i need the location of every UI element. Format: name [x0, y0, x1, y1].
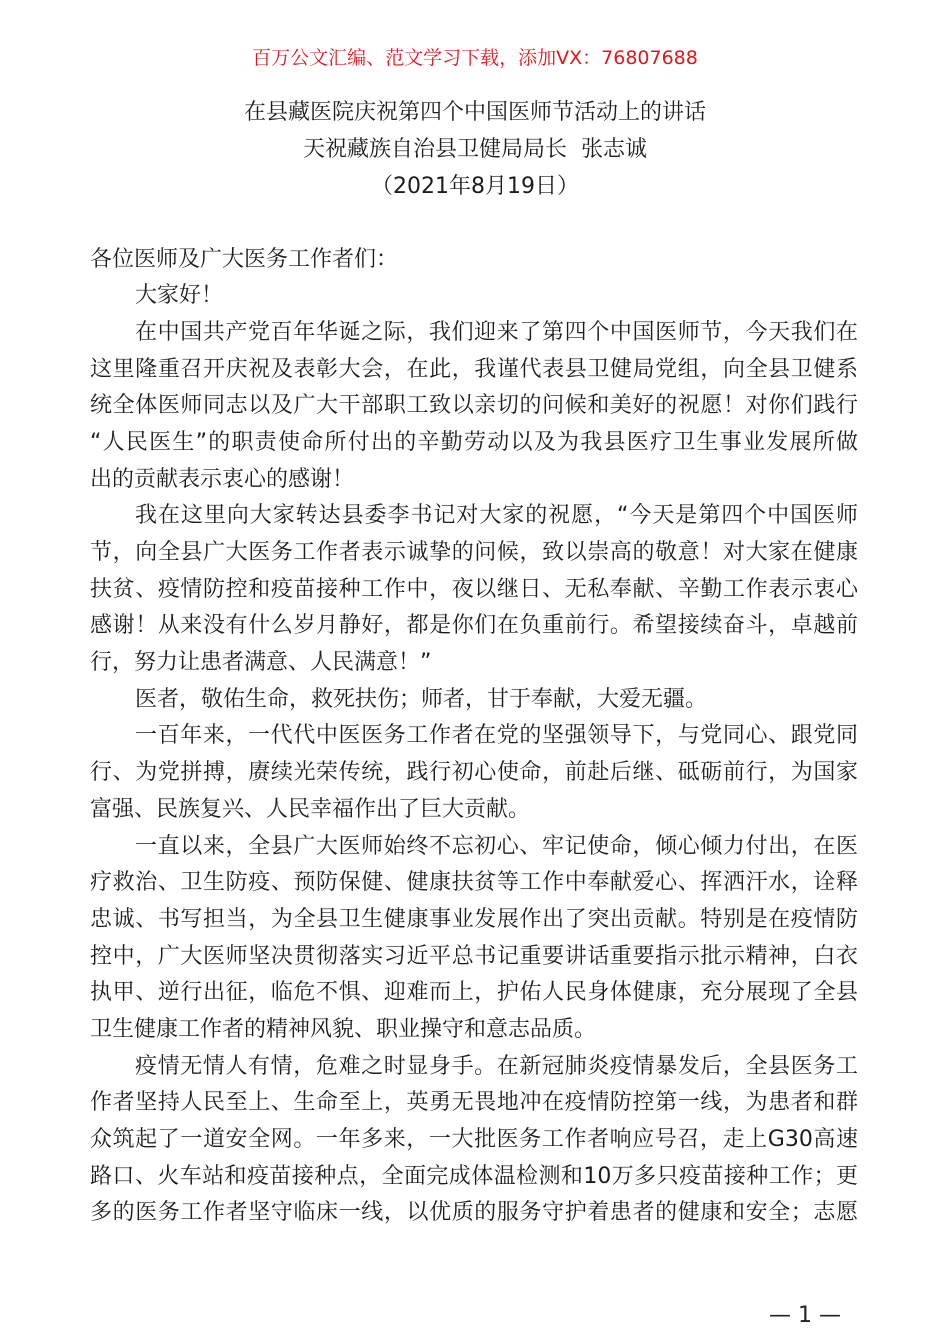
paragraph-line: 医者，敬佑生命，救死扶伤；师者，甘于奉献，大爱无疆。 — [135, 686, 708, 712]
paragraph-2 — [90, 498, 858, 681]
speech-date: （2021年8月19日） — [371, 174, 579, 199]
paragraph-line: 多的医务工作者坚守临床一线，以优质的服务守护着患者的健康和安全；志愿 — [90, 1200, 858, 1226]
paragraph-line: 一百年来，一代代中医医务工作者在党的坚强领导下，与党同心、跟党同 — [135, 723, 858, 749]
paragraph-line: 行，努力让患者满意、人民满意！” — [90, 650, 432, 676]
paragraph-line: 行、为党拼搏，赓续光荣传统，践行初心使命，前赴后继、砥砺前行，为国家 — [90, 760, 858, 786]
paragraph-3 — [90, 682, 858, 719]
salutation: 各位医师及广大医务工作者们： — [90, 246, 399, 272]
paragraph-6 — [90, 1049, 858, 1232]
paragraph-line: 执甲、逆行出征，临危不惧、迎难而上，护佑人民身体健康，充分展现了全县 — [90, 980, 858, 1006]
page-number: — 1 — — [769, 1303, 841, 1328]
paragraph-5 — [90, 829, 858, 1049]
paragraph-line: “人民医生”的职责使命所付出的辛勤劳动以及为我县医疗卫生事业发展所做 — [90, 429, 858, 455]
paragraph-line: 出的贡献表示衷心的感谢！ — [90, 466, 355, 492]
paragraph-line: 一直以来，全县广大医师始终不忘初心、牢记使命，倾心倾力付出，在医 — [135, 833, 858, 859]
paragraph-line: 疫情无情人有情，危难之时显身手。在新冠肺炎疫情暴发后，全县医务工 — [135, 1053, 858, 1079]
speech-title: 在县藏医院庆祝第四个中国医师节活动上的讲话 — [243, 100, 706, 125]
paragraph-1 — [90, 315, 858, 498]
paragraph-line: 忠诚、书写担当，为全县卫生健康事业发展作出了突出贡献。特别是在疫情防 — [90, 906, 858, 932]
speech-body — [90, 242, 858, 1233]
speech-title-block — [0, 94, 950, 205]
download-notice: 百万公文汇编、范文学习下载，添加VX：76807688 — [252, 47, 698, 69]
paragraph-line: 扶贫、疫情防控和疫苗接种工作中，夜以继日、无私奉献、辛勤工作表示衷心 — [90, 576, 858, 602]
paragraph-line: 统全体医师同志以及广大干部职工致以亲切的问候和美好的祝愿！对你们践行 — [90, 393, 858, 419]
paragraph-line: 富强、民族复兴、人民幸福作出了巨大贡献。 — [90, 796, 531, 822]
paragraph-line: 控中，广大医师坚决贯彻落实习近平总书记重要讲话重要指示批示精神，白衣 — [90, 943, 858, 969]
paragraph-line: 作者坚持人民至上、生命至上，英勇无畏地冲在疫情防控第一线，为患者和群 — [90, 1090, 858, 1116]
paragraph-line: 路口、火车站和疫苗接种点，全面完成体温检测和10万多只疫苗接种工作；更 — [90, 1163, 858, 1189]
paragraph-line: 在中国共产党百年华诞之际，我们迎来了第四个中国医师节，今天我们在 — [135, 319, 858, 345]
paragraph-line: 这里隆重召开庆祝及表彰大会，在此，我谨代表县卫健局党组，向全县卫健系 — [90, 356, 858, 382]
paragraph-4 — [90, 718, 858, 828]
paragraph-line: 感谢！从来没有什么岁月静好，都是你们在负重前行。希望接续奋斗，卓越前 — [90, 613, 858, 639]
greeting: 大家好！ — [135, 283, 224, 309]
paragraph-line: 众筑起了一道安全网。一年多来，一大批医务工作者响应号召，走上G30高速 — [90, 1127, 858, 1152]
paragraph-line: 我在这里向大家转达县委李书记对大家的祝愿，“今天是第四个中国医师 — [135, 503, 858, 529]
speech-author: 天祝藏族自治县卫健局局长 张志诚 — [303, 137, 647, 162]
paragraph-line: 节，向全县广大医务工作者表示诚挚的问候，致以崇高的敬意！对大家在健康 — [90, 540, 858, 565]
paragraph-line: 疗救治、卫生防疫、预防保健、健康扶贫等工作中奉献爱心、挥洒汗水，诠释 — [90, 870, 858, 896]
paragraph-line: 卫生健康工作者的精神风貌、职业操守和意志品质。 — [90, 1016, 597, 1042]
